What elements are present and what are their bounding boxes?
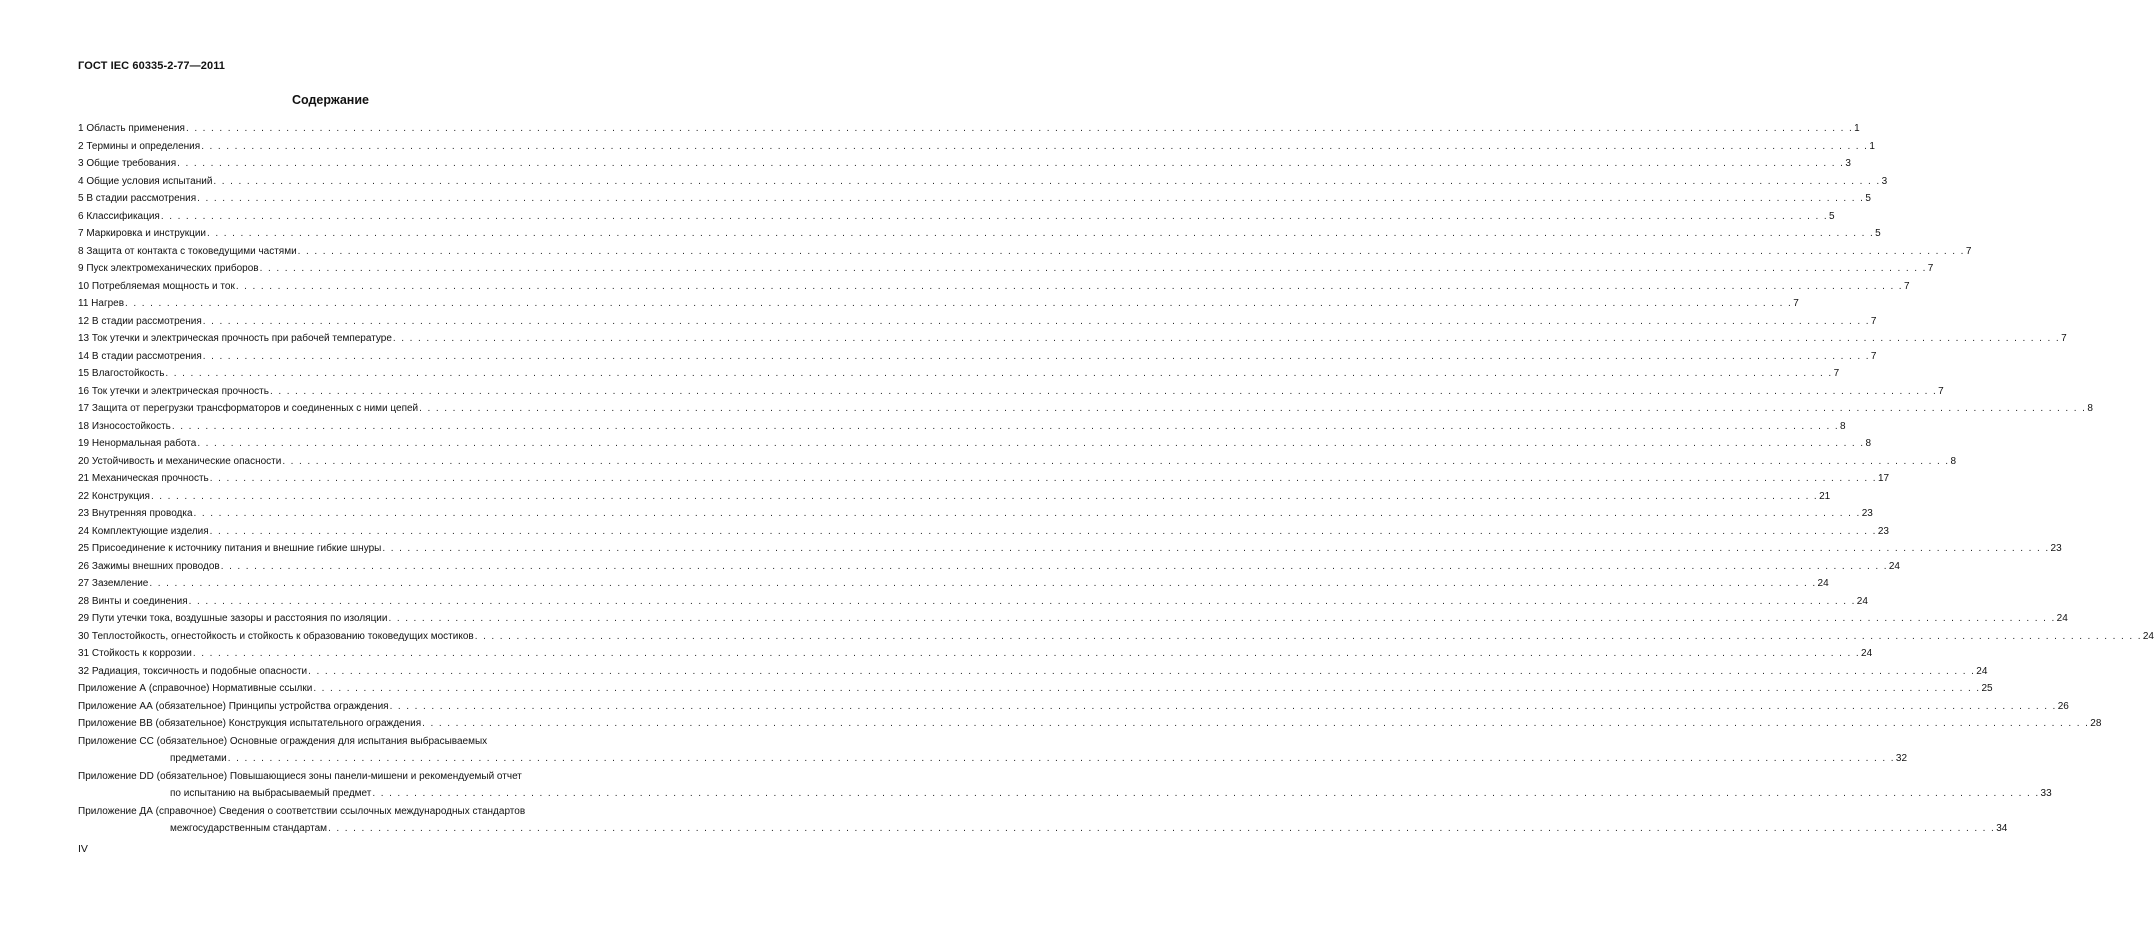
toc-entry-label: Приложение DD (обязательное) Повышающиеся зоны панели-мишени и рекомендуемый отчет	[78, 770, 522, 782]
dot-leader: . . . . . . . . . . . . . . . . . . . . . . . . . . . . . . . . . . . . . . . . . . . . . . . . . . . . . . . . . . . . . . . . . . . . . . . . . . . . . . . . . . . . . . . . . . . . . . . . . . . . . . . . . . . . . . . . . . . . . . . . . . . . . . . . . . . . . . . . . . . . . . . . . . . . . . . . . . . . . . . . . . . . . . . . . . . . . . . . . . . . . . . . . . . . . . . . . . . . . . . .	[297, 245, 1965, 257]
toc-entry	[78, 785, 2052, 803]
toc-entry-page: 23	[2050, 543, 2062, 554]
toc-entry-page: 3	[1881, 175, 1888, 187]
dot-leader: . . . . . . . . . . . . . . . . . . . . . . . . . . . . . . . . . . . . . . . . . . . . . . . . . . . . . . . . . . . . . . . . . . . . . . . . . . . . . . . . . . . . . . . . . . . . . . . . . . . . . . . . . . . . . . . . . . . . . . . . . . . . . . . . . . . . . . . . . . . . . . . . . . . . . . . . . . . . . . . . . . . . . . . . . . . . . . . . . . . . . . . . . . . . . . . . . . . . . . . .	[220, 560, 1888, 572]
document-code: ГОСТ IEC 60335-2-77—2011	[78, 60, 226, 72]
toc-entry	[78, 768, 613, 786]
toc-entry-label: 4 Общие условия испытаний	[78, 175, 213, 187]
toc-entry-label: 14 В стадии рассмотрения	[78, 350, 202, 362]
toc-entry	[78, 680, 1993, 698]
toc-entry-label: 22 Конструкция	[78, 490, 150, 502]
toc-entry-page: 8	[2087, 403, 2093, 414]
toc-entry-page: 7	[1927, 263, 1934, 274]
table-of-contents	[78, 120, 2154, 838]
dot-leader: . . . . . . . . . . . . . . . . . . . . . . . . . . . . . . . . . . . . . . . . . . . . . . . . . . . . . . . . . . . . . . . . . . . . . . . . . . . . . . . . . . . . . . . . . . . . . . . . . . . . . . . . . . . . . . . . . . . . . . . . . . . . . . . . . . . . . . . . . . . . . . . . . . . . . . . . . . . . . . . . . . . . . . . . . . . . . . . . . . . . . . . . . . . . . . . . . . . . . . . .	[201, 140, 1869, 152]
dot-leader: . . . . . . . . . . . . . . . . . . . . . . . . . . . . . . . . . . . . . . . . . . . . . . . . . . . . . . . . . . . . . . . . . . . . . . . . . . . . . . . . . . . . . . . . . . . . . . . . . . . . . . . . . . . . . . . . . . . . . . . . . . . . . . . . . . . . . . . . . . . . . . . . . . . . . . . . . . . . . . . . . . . . . . . . . . . . . . . . . . . . . . . . . . . . . . . . . . . . . . . .	[197, 438, 1865, 449]
toc-entry-page: 8	[1950, 455, 1957, 467]
toc-entry-label: предметами	[170, 753, 227, 764]
toc-entry-label: 2 Термины и определения	[78, 140, 201, 152]
toc-entry	[78, 435, 1872, 453]
dot-leader: . . . . . . . . . . . . . . . . . . . . . . . . . . . . . . . . . . . . . . . . . . . . . . . . . . . . . . . . . . . . . . . . . . . . . . . . . . . . . . . . . . . . . . . . . . . . . . . . . . . . . . . . . . . . . . . . . . . . . . . . . . . . . . . . . . . . . . . . . . . . . . . . . . . . . . . . . . . . . . . . . . . . . . . . . . . . . . . . . . . . . . . . . . . . . . . . . . . . . . . .	[188, 595, 1856, 607]
toc-entry	[78, 820, 2008, 838]
page-number: IV	[78, 843, 88, 855]
toc-entry-label: Приложение ВВ (обязательное) Конструкция испытательного ограждения	[78, 718, 422, 729]
toc-entry-label: по испытанию на выбрасываемый предмет	[170, 788, 372, 799]
toc-entry-page: 24	[1976, 665, 1988, 677]
dot-leader: . . . . . . . . . . . . . . . . . . . . . . . . . . . . . . . . . . . . . . . . . . . . . . . . . . . . . . . . . . . . . . . . . . . . . . . . . . . . . . . . . . . . . . . . . . . . . . . . . . . . . . . . . . . . . . . . . . . . . . . . . . . . . . . . . . . . . . . . . . . . . . . . . . . . . . . . . . . . . . . . . . . . . . . . . . . . . . . . . . . . . . . . . . . . . . . . . . . . . . . .	[185, 123, 1854, 134]
dot-leader: . . . . . . . . . . . . . . . . . . . . . . . . . . . . . . . . . . . . . . . . . . . . . . . . . . . . . . . . . . . . . . . . . . . . . . . . . . . . . . . . . . . . . . . . . . . . . . . . . . . . . . . . . . . . . . . . . . . . . . . . . . . . . . . . . . . . . . . . . . . . . . . . . . . . . . . . . . . . . . . . . . . . . . . . . . . . . . . . . . . . . . . . . . . . . . . . . . . . . . . .	[372, 788, 2040, 799]
toc-entry-label: 20 Устойчивость и механические опасности	[78, 455, 282, 467]
toc-entry-label: 21 Механическая прочность	[78, 473, 209, 484]
toc-entry	[78, 365, 1840, 383]
dot-leader: . . . . . . . . . . . . . . . . . . . . . . . . . . . . . . . . . . . . . . . . . . . . . . . . . . . . . . . . . . . . . . . . . . . . . . . . . . . . . . . . . . . . . . . . . . . . . . . . . . . . . . . . . . . . . . . . . . . . . . . . . . . . . . . . . . . . . . . . . . . . . . . . . . . . . . . . . . . . . . . . . . . . . . . . . . . . . . . . . . . . . . . . . . . . . . . . . . . . . . . .	[202, 315, 1870, 327]
toc-entry	[78, 628, 2154, 646]
toc-entry-page: 5	[1865, 193, 1871, 204]
dot-leader: . . . . . . . . . . . . . . . . . . . . . . . . . . . . . . . . . . . . . . . . . . . . . . . . . . . . . . . . . . . . . . . . . . . . . . . . . . . . . . . . . . . . . . . . . . . . . . . . . . . . . . . . . . . . . . . . . . . . . . . . . . . . . . . . . . . . . . . . . . . . . . . . . . . . . . . . . . . . . . . . . . . . . . . . . . . . . . . . . . . . . . . . . . . . . . . . . . . . . . . .	[235, 280, 1903, 292]
toc-entry-page: 23	[1861, 508, 1873, 519]
dot-leader: . . . . . . . . . . . . . . . . . . . . . . . . . . . . . . . . . . . . . . . . . . . . . . . . . . . . . . . . . . . . . . . . . . . . . . . . . . . . . . . . . . . . . . . . . . . . . . . . . . . . . . . . . . . . . . . . . . . . . . . . . . . . . . . . . . . . . . . . . . . . . . . . . . . . . . . . . . . . . . . . . . . . . . . . . . . . . . . . . . . . . . . . . . . . . . . . . . . . . . . .	[269, 385, 1938, 397]
toc-entry	[78, 400, 2093, 418]
toc-entry-page: 8	[1840, 420, 1846, 432]
toc-entry-label: 30 Теплостойкость, огнестойкость и стойкость к образованию токоведущих мостиков	[78, 630, 474, 642]
toc-entry-label: Приложение ДА (справочное) Сведения о соответствии ссылочных международных стандартов	[78, 805, 526, 817]
dot-leader: . . . . . . . . . . . . . . . . . . . . . . . . . . . . . . . . . . . . . . . . . . . . . . . . . . . . . . . . . . . . . . . . . . . . . . . . . . . . . . . . . . . . . . . . . . . . . . . . . . . . . . . . . . . . . . . . . . . . . . . . . . . . . . . . . . . . . . . . . . . . . . . . . . . . . . . . . . . . . . . . . . . . . . . . . . . . . . . . . . . . . . . . . . . . . . . . . . . . . . . .	[165, 368, 1833, 379]
toc-entry-label: 16 Ток утечки и электрическая прочность	[78, 385, 269, 397]
dot-leader: . . . . . . . . . . . . . . . . . . . . . . . . . . . . . . . . . . . . . . . . . . . . . . . . . . . . . . . . . . . . . . . . . . . . . . . . . . . . . . . . . . . . . . . . . . . . . . . . . . . . . . . . . . . . . . . . . . . . . . . . . . . . . . . . . . . . . . . . . . . . . . . . . . . . . . . . . . . . . . . . . . . . . . . . . . . . . . . . . . . . . . . . . . . . . . . . . . . . . . . .	[160, 210, 1829, 222]
toc-entry	[78, 383, 1944, 401]
toc-entry	[78, 155, 1851, 173]
toc-entry-page: 32	[1895, 753, 1908, 764]
dot-leader: . . . . . . . . . . . . . . . . . . . . . . . . . . . . . . . . . . . . . . . . . . . . . . . . . . . . . . . . . . . . . . . . . . . . . . . . . . . . . . . . . . . . . . . . . . . . . . . . . . . . . . . . . . . . . . . . . . . . . . . . . . . . . . . . . . . . . . . . . . . . . . . . . . . . . . . . . . . . . . . . . . . . . . . . . . . . . . . . . . . . . . . . . . . . . . . . . . . . . . . .	[308, 665, 1976, 677]
toc-entry-page: 7	[1870, 350, 1877, 362]
dot-leader: . . . . . . . . . . . . . . . . . . . . . . . . . . . . . . . . . . . . . . . . . . . . . . . . . . . . . . . . . . . . . . . . . . . . . . . . . . . . . . . . . . . . . . . . . . . . . . . . . . . . . . . . . . . . . . . . . . . . . . . . . . . . . . . . . . . . . . . . . . . . . . . . . . . . . . . . . . . . . . . . . . . . . . . . . . . . . . . . . . . . . . . . . . . . . . . . . . . . . . . .	[150, 490, 1819, 502]
dot-leader: . . . . . . . . . . . . . . . . . . . . . . . . . . . . . . . . . . . . . . . . . . . . . . . . . . . . . . . . . . . . . . . . . . . . . . . . . . . . . . . . . . . . . . . . . . . . . . . . . . . . . . . . . . . . . . . . . . . . . . . . . . . . . . . . . . . . . . . . . . . . . . . . . . . . . . . . . . . . . . . . . . . . . . . . . . . . . . . . . . . . . . . . . . . . . . . . . . . . . . . .	[213, 175, 1881, 187]
toc-entry-label: 12 В стадии рассмотрения	[78, 315, 202, 327]
toc-entry-label: Приложение СС (обязательное) Основные ограждения для испытания выбрасываемых	[78, 735, 488, 747]
dot-leader: . . . . . . . . . . . . . . . . . . . . . . . . . . . . . . . . . . . . . . . . . . . . . . . . . . . . . . . . . . . . . . . . . . . . . . . . . . . . . . . . . . . . . . . . . . . . . . . . . . . . . . . . . . . . . . . . . . . . . . . . . . . . . . . . . . . . . . . . . . . . . . . . . . . . . . . . . . . . . . . . . . . . . . . . . . . . . . . . . . . . . . . . . . . . . . . . . . . . . . . .	[419, 403, 2087, 414]
toc-entry-page: 23	[1877, 525, 1889, 537]
toc-entry	[78, 750, 1908, 768]
toc-entry-page: 17	[1877, 473, 1890, 484]
page-title: Содержание	[291, 93, 369, 107]
toc-entry	[78, 505, 1873, 523]
toc-entry-page: 24	[1856, 595, 1868, 607]
toc-entry-label: 29 Пути утечки тока, воздушные зазоры и расстояния по изоляции	[78, 613, 388, 624]
toc-entry-page: 34	[1996, 823, 2008, 834]
toc-entry-label: 5 В стадии рассмотрения	[78, 193, 197, 204]
dot-leader: . . . . . . . . . . . . . . . . . . . . . . . . . . . . . . . . . . . . . . . . . . . . . . . . . . . . . . . . . . . . . . . . . . . . . . . . . . . . . . . . . . . . . . . . . . . . . . . . . . . . . . . . . . . . . . . . . . . . . . . . . . . . . . . . . . . . . . . . . . . . . . . . . . . . . . . . . . . . . . . . . . . . . . . . . . . . . . . . . . . . . . . . . . . . . . . . . . . . . . . .	[202, 350, 1870, 362]
toc-entry-label: Приложение АА (обязательное) Принципы устройства ограждения	[78, 700, 389, 712]
toc-entry-label: 19 Ненормальная работа	[78, 438, 197, 449]
toc-entry	[78, 295, 1799, 313]
toc-entry-label: 1 Область применения	[78, 123, 185, 134]
dot-leader: . . . . . . . . . . . . . . . . . . . . . . . . . . . . . . . . . . . . . . . . . . . . . . . . . . . . . . . . . . . . . . . . . . . . . . . . . . . . . . . . . . . . . . . . . . . . . . . . . . . . . . . . . . . . . . . . . . . . . . . . . . . . . . . . . . . . . . . . . . . . . . . . . . . . . . . . . . . . . . . . . . . . . . . . . . . . . . . . . . . . . . . . . . . . . . . . . . . . . . . .	[328, 823, 1996, 834]
toc-entry-page: 3	[1845, 158, 1851, 169]
toc-entry	[78, 225, 1881, 243]
dot-leader: . . . . . . . . . . . . . . . . . . . . . . . . . . . . . . . . . . . . . . . . . . . . . . . . . . . . . . . . . . . . . . . . . . . . . . . . . . . . . . . . . . . . . . . . . . . . . . . . . . . . . . . . . . . . . . . . . . . . . . . . . . . . . . . . . . . . . . . . . . . . . . . . . . . . . . . . . . . . . . . . . . . . . . . . . . . . . . . . . . . . . . . . . . . . . . . . . . . . . . . .	[149, 578, 1817, 589]
dot-leader: . . . . . . . . . . . . . . . . . . . . . . . . . . . . . . . . . . . . . . . . . . . . . . . . . . . . . . . . . . . . . . . . . . . . . . . . . . . . . . . . . . . . . . . . . . . . . . . . . . . . . . . . . . . . . . . . . . . . . . . . . . . . . . . . . . . . . . . . . . . . . . . . . . . . . . . . . . . . . . . . . . . . . . . . . . . . . . . . . . . . . . . . . . . . . . . . . . . . . . . .	[193, 508, 1861, 519]
toc-entry	[78, 523, 1889, 541]
toc-entry	[78, 645, 1873, 663]
toc-entry-page: 1	[1854, 123, 1860, 134]
toc-entry	[78, 663, 1988, 681]
toc-entry-label: 31 Стойкость к коррозии	[78, 648, 192, 659]
dot-leader: . . . . . . . . . . . . . . . . . . . . . . . . . . . . . . . . . . . . . . . . . . . . . . . . . . . . . . . . . . . . . . . . . . . . . . . . . . . . . . . . . . . . . . . . . . . . . . . . . . . . . . . . . . . . . . . . . . . . . . . . . . . . . . . . . . . . . . . . . . . . . . . . . . . . . . . . . . . . . . . . . . . . . . . . . . . . . . . . . . . . . . . . . . . . . . . . . . . . . . . .	[125, 298, 1793, 309]
toc-entry-label: 10 Потребляемая мощность и ток	[78, 280, 235, 292]
toc-entry-page: 5	[1829, 210, 1835, 222]
toc-entry-label: 26 Зажимы внешних проводов	[78, 560, 220, 572]
dot-leader: . . . . . . . . . . . . . . . . . . . . . . . . . . . . . . . . . . . . . . . . . . . . . . . . . . . . . . . . . . . . . . . . . . . . . . . . . . . . . . . . . . . . . . . . . . . . . . . . . . . . . . . . . . . . . . . . . . . . . . . . . . . . . . . . . . . . . . . . . . . . . . . . . . . . . . . . . . . . . . . . . . . . . . . . . . . . . . . . . . . . . . . . . . . . . . . . . . . . . . . .	[259, 263, 1927, 274]
toc-entry	[78, 208, 1835, 226]
dot-leader: . . . . . . . . . . . . . . . . . . . . . . . . . . . . . . . . . . . . . . . . . . . . . . . . . . . . . . . . . . . . . . . . . . . . . . . . . . . . . . . . . . . . . . . . . . . . . . . . . . . . . . . . . . . . . . . . . . . . . . . . . . . . . . . . . . . . . . . . . . . . . . . . . . . . . . . . . . . . . . . . . . . . . . . . . . . . . . . . . . . . . . . . . . . . . . . . . . . . . . . .	[392, 333, 2061, 344]
toc-entry-page: 24	[2056, 613, 2068, 624]
toc-entry-page: 24	[2142, 630, 2154, 642]
toc-entry-page: 21	[1819, 490, 1831, 502]
toc-entry	[78, 733, 613, 751]
toc-entry-label: 17 Защита от перегрузки трансформаторов и соединенных с ними цепей	[78, 403, 419, 414]
dot-leader: . . . . . . . . . . . . . . . . . . . . . . . . . . . . . . . . . . . . . . . . . . . . . . . . . . . . . . . . . . . . . . . . . . . . . . . . . . . . . . . . . . . . . . . . . . . . . . . . . . . . . . . . . . . . . . . . . . . . . . . . . . . . . . . . . . . . . . . . . . . . . . . . . . . . . . . . . . . . . . . . . . . . . . . . . . . . . . . . . . . . . . . . . . . . . . . . . . . . . . . .	[207, 228, 1875, 239]
toc-entry	[78, 348, 1877, 366]
toc-entry-page: 7	[1903, 280, 1910, 292]
dot-leader: . . . . . . . . . . . . . . . . . . . . . . . . . . . . . . . . . . . . . . . . . . . . . . . . . . . . . . . . . . . . . . . . . . . . . . . . . . . . . . . . . . . . . . . . . . . . . . . . . . . . . . . . . . . . . . . . . . . . . . . . . . . . . . . . . . . . . . . . . . . . . . . . . . . . . . . . . . . . . . . . . . . . . . . . . . . . . . . . . . . . . . . . . . . . . . . . . . . . . . . .	[282, 455, 1950, 467]
dot-leader: . . . . . . . . . . . . . . . . . . . . . . . . . . . . . . . . . . . . . . . . . . . . . . . . . . . . . . . . . . . . . . . . . . . . . . . . . . . . . . . . . . . . . . . . . . . . . . . . . . . . . . . . . . . . . . . . . . . . . . . . . . . . . . . . . . . . . . . . . . . . . . . . . . . . . . . . . . . . . . . . . . . . . . . . . . . . . . . . . . . . . . . . . . . . . . . . . . . . . . . .	[209, 525, 1877, 537]
dot-leader: . . . . . . . . . . . . . . . . . . . . . . . . . . . . . . . . . . . . . . . . . . . . . . . . . . . . . . . . . . . . . . . . . . . . . . . . . . . . . . . . . . . . . . . . . . . . . . . . . . . . . . . . . . . . . . . . . . . . . . . . . . . . . . . . . . . . . . . . . . . . . . . . . . . . . . . . . . . . . . . . . . . . . . . . . . . . . . . . . . . . . . . . . . . . . . . . . . . . . . . .	[474, 630, 2142, 642]
toc-entry-page: 7	[1965, 245, 1972, 257]
dot-leader: . . . . . . . . . . . . . . . . . . . . . . . . . . . . . . . . . . . . . . . . . . . . . . . . . . . . . . . . . . . . . . . . . . . . . . . . . . . . . . . . . . . . . . . . . . . . . . . . . . . . . . . . . . . . . . . . . . . . . . . . . . . . . . . . . . . . . . . . . . . . . . . . . . . . . . . . . . . . . . . . . . . . . . . . . . . . . . . . . . . . . . . . . . . . . . . . . . . . . . . .	[227, 753, 1895, 764]
toc-entry	[78, 243, 1972, 261]
toc-entry-label: 18 Износостойкость	[78, 420, 171, 432]
dot-leader: . . . . . . . . . . . . . . . . . . . . . . . . . . . . . . . . . . . . . . . . . . . . . . . . . . . . . . . . . . . . . . . . . . . . . . . . . . . . . . . . . . . . . . . . . . . . . . . . . . . . . . . . . . . . . . . . . . . . . . . . . . . . . . . . . . . . . . . . . . . . . . . . . . . . . . . . . . . . . . . . . . . . . . . . . . . . . . . . . . . . . . . . . . . . . . . . . . . . . . . .	[209, 473, 1877, 484]
toc-entry-page: 7	[2061, 333, 2067, 344]
toc-entry-label: 13 Ток утечки и электрическая прочность при рабочей температуре	[78, 333, 392, 344]
dot-leader: . . . . . . . . . . . . . . . . . . . . . . . . . . . . . . . . . . . . . . . . . . . . . . . . . . . . . . . . . . . . . . . . . . . . . . . . . . . . . . . . . . . . . . . . . . . . . . . . . . . . . . . . . . . . . . . . . . . . . . . . . . . . . . . . . . . . . . . . . . . . . . . . . . . . . . . . . . . . . . . . . . . . . . . . . . . . . . . . . . . . . . . . . . . . . . . . . . . . . . . .	[192, 648, 1861, 659]
toc-entry	[78, 593, 1868, 611]
toc-entry-label: 8 Защита от контакта с токоведущими частями	[78, 245, 297, 257]
toc-entry	[78, 278, 1910, 296]
dot-leader: . . . . . . . . . . . . . . . . . . . . . . . . . . . . . . . . . . . . . . . . . . . . . . . . . . . . . . . . . . . . . . . . . . . . . . . . . . . . . . . . . . . . . . . . . . . . . . . . . . . . . . . . . . . . . . . . . . . . . . . . . . . . . . . . . . . . . . . . . . . . . . . . . . . . . . . . . . . . . . . . . . . . . . . . . . . . . . . . . . . . . . . . . . . . . . . . . . . . . . . .	[197, 193, 1865, 204]
toc-entry	[78, 120, 1860, 138]
toc-entry	[78, 138, 1875, 156]
toc-entry-page: 7	[1793, 298, 1799, 309]
toc-entry-page: 28	[2090, 718, 2102, 729]
dot-leader: . . . . . . . . . . . . . . . . . . . . . . . . . . . . . . . . . . . . . . . . . . . . . . . . . . . . . . . . . . . . . . . . . . . . . . . . . . . . . . . . . . . . . . . . . . . . . . . . . . . . . . . . . . . . . . . . . . . . . . . . . . . . . . . . . . . . . . . . . . . . . . . . . . . . . . . . . . . . . . . . . . . . . . . . . . . . . . . . . . . . . . . . . . . . . . . . . . . . . . . .	[177, 158, 1845, 169]
toc-entry-label: 11 Нагрев	[78, 298, 125, 309]
dot-leader: . . . . . . . . . . . . . . . . . . . . . . . . . . . . . . . . . . . . . . . . . . . . . . . . . . . . . . . . . . . . . . . . . . . . . . . . . . . . . . . . . . . . . . . . . . . . . . . . . . . . . . . . . . . . . . . . . . . . . . . . . . . . . . . . . . . . . . . . . . . . . . . . . . . . . . . . . . . . . . . . . . . . . . . . . . . . . . . . . . . . . . . . . . . . . . . . . . . . . . . .	[382, 543, 2050, 554]
toc-entry	[78, 453, 1957, 471]
toc-entry	[78, 470, 1890, 488]
dot-leader: . . . . . . . . . . . . . . . . . . . . . . . . . . . . . . . . . . . . . . . . . . . . . . . . . . . . . . . . . . . . . . . . . . . . . . . . . . . . . . . . . . . . . . . . . . . . . . . . . . . . . . . . . . . . . . . . . . . . . . . . . . . . . . . . . . . . . . . . . . . . . . . . . . . . . . . . . . . . . . . . . . . . . . . . . . . . . . . . . . . . . . . . . . . . . . . . . . . . . . . .	[171, 420, 1840, 432]
dot-leader: . . . . . . . . . . . . . . . . . . . . . . . . . . . . . . . . . . . . . . . . . . . . . . . . . . . . . . . . . . . . . . . . . . . . . . . . . . . . . . . . . . . . . . . . . . . . . . . . . . . . . . . . . . . . . . . . . . . . . . . . . . . . . . . . . . . . . . . . . . . . . . . . . . . . . . . . . . . . . . . . . . . . . . . . . . . . . . . . . . . . . . . . . . . . . . . . . . . . . . . .	[389, 700, 2057, 712]
dot-leader: . . . . . . . . . . . . . . . . . . . . . . . . . . . . . . . . . . . . . . . . . . . . . . . . . . . . . . . . . . . . . . . . . . . . . . . . . . . . . . . . . . . . . . . . . . . . . . . . . . . . . . . . . . . . . . . . . . . . . . . . . . . . . . . . . . . . . . . . . . . . . . . . . . . . . . . . . . . . . . . . . . . . . . . . . . . . . . . . . . . . . . . . . . . . . . . . . . . . . . . .	[422, 718, 2090, 729]
toc-entry-label: межгосударственным стандартам	[170, 823, 328, 834]
toc-entry-label: 7 Маркировка и инструкции	[78, 228, 207, 239]
toc-entry-label: 9 Пуск электромеханических приборов	[78, 263, 259, 274]
toc-entry	[78, 260, 1934, 278]
toc-entry	[78, 173, 1888, 191]
dot-leader: . . . . . . . . . . . . . . . . . . . . . . . . . . . . . . . . . . . . . . . . . . . . . . . . . . . . . . . . . . . . . . . . . . . . . . . . . . . . . . . . . . . . . . . . . . . . . . . . . . . . . . . . . . . . . . . . . . . . . . . . . . . . . . . . . . . . . . . . . . . . . . . . . . . . . . . . . . . . . . . . . . . . . . . . . . . . . . . . . . . . . . . . . . . . . . . . . . . . . . . .	[388, 613, 2056, 624]
toc-entry-page: 24	[1817, 578, 1829, 589]
toc-entry-page: 7	[1833, 368, 1840, 379]
toc-entry-page: 33	[2040, 788, 2052, 799]
toc-entry-page: 24	[1861, 648, 1873, 659]
toc-entry	[78, 803, 613, 821]
toc-entry	[78, 418, 1846, 436]
toc-entry	[78, 540, 2062, 558]
toc-entry-label: 28 Винты и соединения	[78, 595, 188, 607]
toc-entry-label: Приложение А (справочное) Нормативные ссылки	[78, 683, 313, 694]
toc-entry	[78, 698, 2069, 716]
toc-entry-label: 23 Внутренняя проводка	[78, 508, 193, 519]
toc-entry-page: 26	[2057, 700, 2069, 712]
toc-entry-label: 6 Классификация	[78, 210, 160, 222]
toc-entry	[78, 715, 2102, 733]
toc-entry-label: 24 Комплектующие изделия	[78, 525, 209, 537]
toc-entry	[78, 330, 2067, 348]
toc-entry-page: 8	[1865, 438, 1872, 449]
toc-entry-label: 25 Присоединение к источнику питания и внешние гибкие шнуры	[78, 543, 382, 554]
toc-entry-label: 15 Влагостойкость	[78, 368, 165, 379]
toc-entry	[78, 190, 1871, 208]
toc-entry-page: 7	[1938, 385, 1944, 397]
toc-entry	[78, 575, 1829, 593]
toc-entry-label: 27 Заземление	[78, 578, 149, 589]
toc-entry	[78, 488, 1831, 506]
toc-entry-page: 1	[1869, 140, 1875, 152]
toc-entry	[78, 313, 1877, 331]
toc-entry-page: 7	[1870, 315, 1877, 327]
toc-entry-page: 25	[1981, 683, 1993, 694]
toc-entry-page: 24	[1888, 560, 1900, 572]
toc-entry-label: 3 Общие требования	[78, 158, 177, 169]
toc-entry	[78, 610, 2068, 628]
toc-entry	[78, 558, 1900, 576]
dot-leader: . . . . . . . . . . . . . . . . . . . . . . . . . . . . . . . . . . . . . . . . . . . . . . . . . . . . . . . . . . . . . . . . . . . . . . . . . . . . . . . . . . . . . . . . . . . . . . . . . . . . . . . . . . . . . . . . . . . . . . . . . . . . . . . . . . . . . . . . . . . . . . . . . . . . . . . . . . . . . . . . . . . . . . . . . . . . . . . . . . . . . . . . . . . . . . . . . . . . . . . .	[313, 683, 1981, 694]
toc-entry-label: 32 Радиация, токсичность и подобные опасности	[78, 665, 308, 677]
toc-entry-page: 5	[1875, 228, 1881, 239]
